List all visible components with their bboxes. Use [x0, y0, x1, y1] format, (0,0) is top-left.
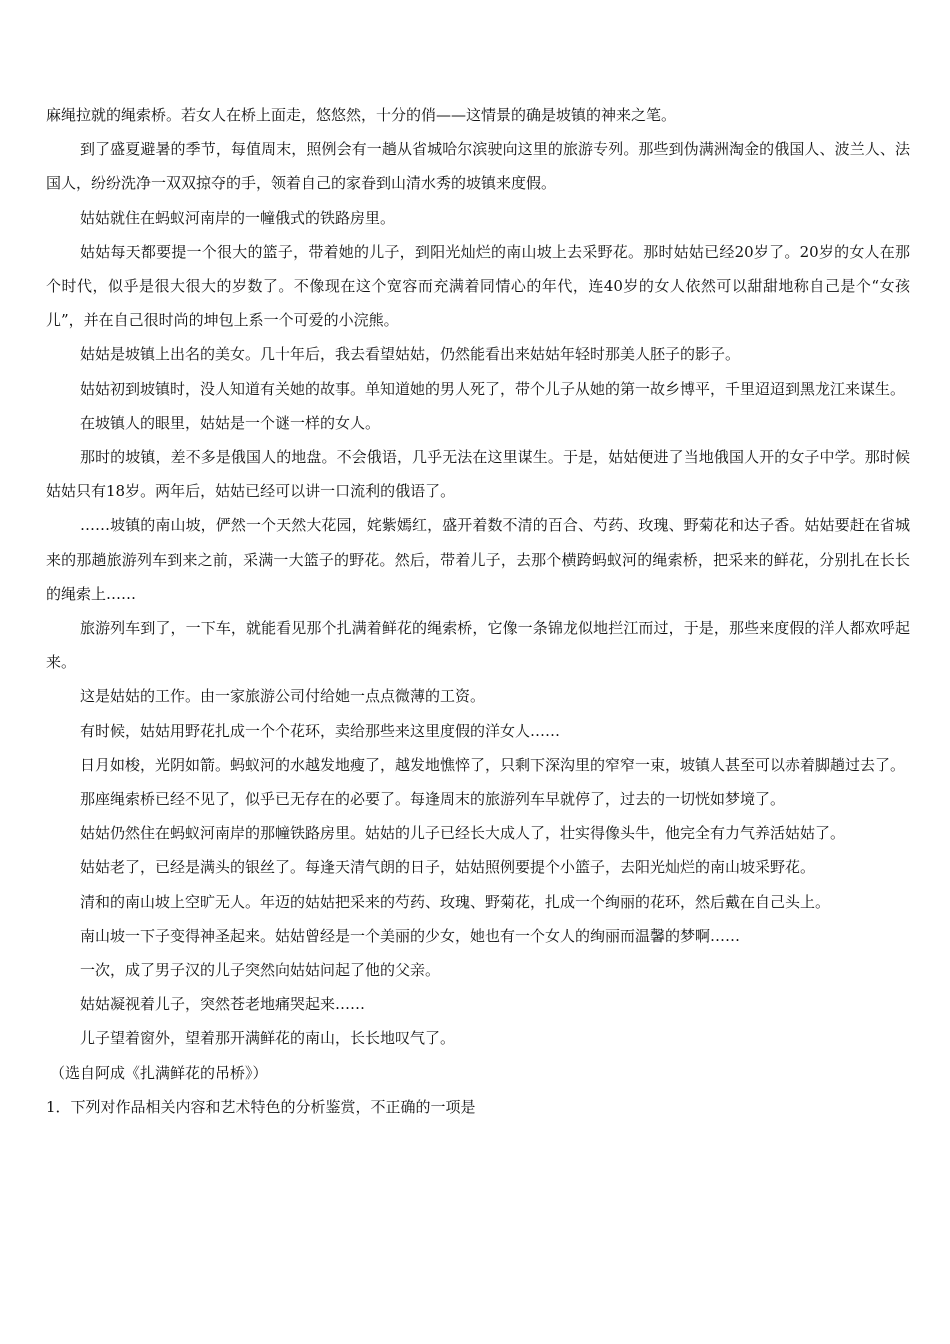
- paragraph: 旅游列车到了，一下车，就能看见那个扎满着鲜花的绳索桥，它像一条锦龙似地拦江而过，于是，那些来度假的洋人都欢呼起来。: [46, 619, 910, 672]
- paragraph: 姑姑就住在蚂蚁河南岸的一幢俄式的铁路房里。: [80, 208, 396, 227]
- paragraph: 麻绳拉就的绳索桥。若女人在桥上面走，悠悠然，十分的俏——这情景的确是坡镇的神来之笔。: [46, 106, 677, 124]
- paragraph: 日月如梭，光阴如箭。蚂蚁河的水越发地瘦了，越发地憔悴了，只剩下深沟里的窄窄一束，坡镇人甚至可以赤着脚趟过去了。: [80, 755, 906, 774]
- paragraph: 清和的南山坡上空旷无人。年迈的姑姑把采来的芍药、玫瑰、野菊花，扎成一个绚丽的花环，然后戴在自己头上。: [80, 892, 831, 911]
- paragraph: 有时候，姑姑用野花扎成一个个花环，卖给那些来这里度假的洋女人……: [80, 721, 561, 740]
- paragraph: 那座绳索桥已经不见了，似乎已无存在的必要了。每逢周末的旅游列车早就停了，过去的一切恍如梦境了。: [80, 790, 786, 809]
- paragraph: 这是姑姑的工作。由一家旅游公司付给她一点点微薄的工资。: [80, 687, 486, 706]
- question-1: 1．下列对作品相关内容和艺术特色的分析鉴赏，不正确的一项是: [46, 1097, 476, 1116]
- document-page: [46, 98, 910, 1124]
- paragraph: ……坡镇的南山坡，俨然一个天然大花园，姹紫嫣红，盛开着数不清的百合、芍药、玫瑰、野菊花和达子香。姑姑要赶在省城来的那趟旅游列车到来之前，采满一大篮子的野花。然后，带着儿子，去那个横跨蚂蚁河的绳索桥，把采来的鲜花，分别扎在长长的绳索上……: [46, 516, 910, 603]
- paragraph: 姑姑仍然住在蚂蚁河南岸的那幢铁路房里。姑姑的儿子已经长大成人了，壮实得像头牛，他完全有力气养活姑姑了。: [80, 824, 846, 843]
- paragraph: 那时的坡镇，差不多是俄国人的地盘。不会俄语，几乎无法在这里谋生。于是，姑姑便进了当地俄国人开的女子中学。那时候姑姑只有18岁。两年后，姑姑已经可以讲一口流利的俄语了。: [46, 448, 910, 501]
- paragraph: 一次，成了男子汉的儿子突然向姑姑问起了他的父亲。: [80, 961, 441, 980]
- paragraph: 在坡镇人的眼里，姑姑是一个谜一样的女人。: [80, 413, 381, 432]
- source-citation: （选自阿成《扎满鲜花的吊桥》）: [50, 1063, 268, 1082]
- paragraph: 姑姑每天都要提一个很大的篮子，带着她的儿子，到阳光灿烂的南山坡上去采野花。那时姑姑已经20岁了。20岁的女人在那个时代，似乎是很大很大的岁数了。不像现在这个宽容而充满着同情心的年代，连40岁的女人依然可以甜甜地称自己是个“女孩儿”，并在自己很时尚的坤包上系一个可爱的小浣熊。: [46, 242, 910, 330]
- paragraph: 姑姑老了，已经是满头的银丝了。每逢天清气朗的日子，姑姑照例要提个小篮子，去阳光灿烂的南山坡采野花。: [80, 858, 816, 877]
- paragraph: 到了盛夏避暑的季节，每值周末，照例会有一趟从省城哈尔滨驶向这里的旅游专列。那些到伪满洲淘金的俄国人、波兰人、法国人，纷纷洗净一双双掠夺的手，领着自己的家眷到山清水秀的坡镇来度假。: [46, 140, 910, 193]
- paragraph: 儿子望着窗外，望着那开满鲜花的南山，长长地叹气了。: [80, 1029, 456, 1048]
- paragraph: 姑姑凝视着儿子，突然苍老地痛哭起来……: [80, 995, 366, 1014]
- paragraph: 姑姑初到坡镇时，没人知道有关她的故事。单知道她的男人死了，带个儿子从她的第一故乡博平，千里迢迢到黑龙江来谋生。: [80, 379, 906, 398]
- paragraph: 南山坡一下子变得神圣起来。姑姑曾经是一个美丽的少女，她也有一个女人的绚丽而温馨的梦啊……: [80, 926, 741, 945]
- paragraph: 姑姑是坡镇上出名的美女。几十年后，我去看望姑姑，仍然能看出来姑姑年轻时那美人胚子的影子。: [80, 345, 741, 364]
